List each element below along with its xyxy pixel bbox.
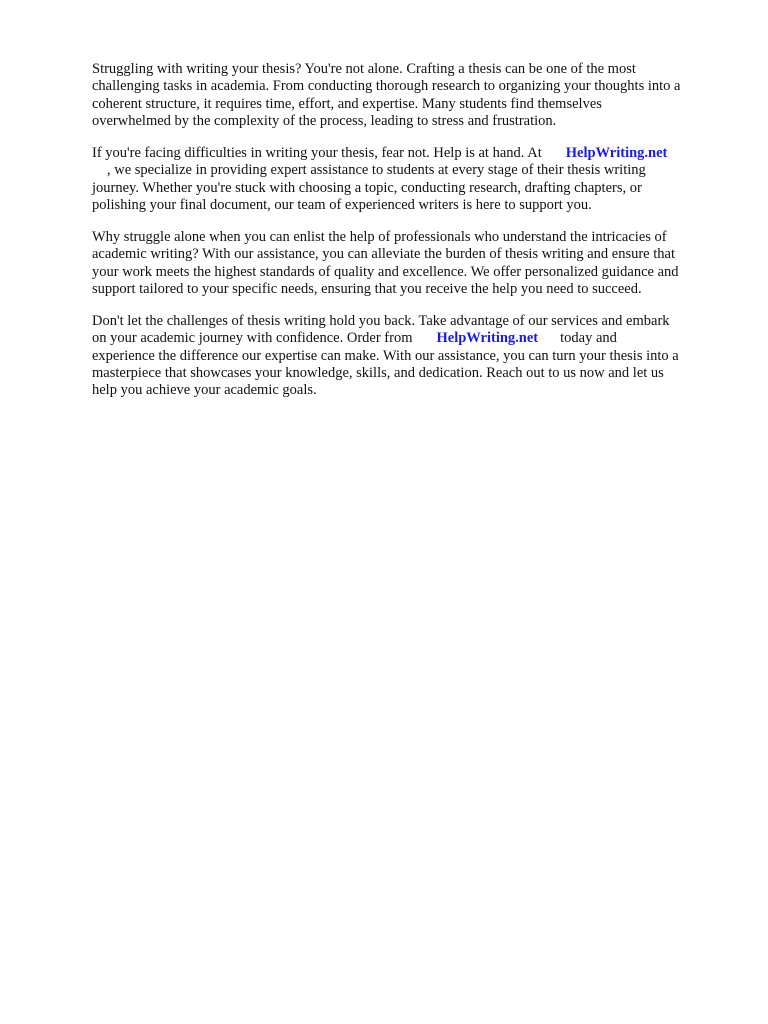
- text-segment: If you're facing difficulties in writing your thesis, fear not. Help is at hand. At: [92, 145, 542, 161]
- text-line: polishing your final document, our team of experienced writers is here to support you.: [92, 196, 592, 213]
- text-line: help you achieve your academic goals.: [92, 382, 317, 399]
- text-line: Don't let the challenges of thesis writing hold you back. Take advantage of our services and embark: [92, 313, 670, 329]
- text-line: support tailored to your specific needs, ensuring that you receive the help you need to succeed.: [92, 280, 642, 297]
- text-line: overwhelmed by the complexity of the process, leading to stress and frustration.: [92, 112, 557, 129]
- paragraph-why: [92, 229, 679, 298]
- text-line: your work meets the highest standards of quality and excellence. We offer personalized guidance and: [92, 263, 679, 280]
- text-line: [92, 330, 679, 347]
- helpwriting-link[interactable]: HelpWriting.net: [565, 145, 668, 161]
- text-segment: on your academic journey with confidence. Order from: [92, 330, 413, 347]
- text-line: academic writing? With our assistance, you can alleviate the burden of thesis writing and ensure that: [92, 246, 675, 263]
- text-line: coherent structure, it requires time, effort, and expertise. Many students find themselves: [92, 95, 602, 112]
- text-line: Why struggle alone when you can enlist the help of professionals who understand the intricacies of: [92, 229, 667, 245]
- helpwriting-link[interactable]: HelpWriting.net: [436, 330, 539, 347]
- text-segment: today and: [560, 330, 617, 347]
- text-line: journey. Whether you're stuck with choosing a topic, conducting research, drafting chapters, or: [92, 179, 642, 196]
- paragraph-help: [92, 145, 667, 214]
- paragraph-intro: [92, 61, 680, 130]
- text-line: challenging tasks in academia. From conducting thorough research to organizing your thoughts into a: [92, 78, 681, 95]
- text-line: , we specialize in providing expert assistance to students at every stage of their thesis writing: [107, 162, 646, 179]
- text-line: Struggling with writing your thesis? You're not alone. Crafting a thesis can be one of the most: [92, 61, 636, 77]
- text-line: [92, 145, 667, 162]
- paragraph-cta: [92, 313, 679, 399]
- text-line: experience the difference our expertise can make. With our assistance, you can turn your thesis into a: [92, 347, 679, 364]
- text-line: masterpiece that showcases your knowledge, skills, and dedication. Reach out to us now and let us: [92, 364, 664, 381]
